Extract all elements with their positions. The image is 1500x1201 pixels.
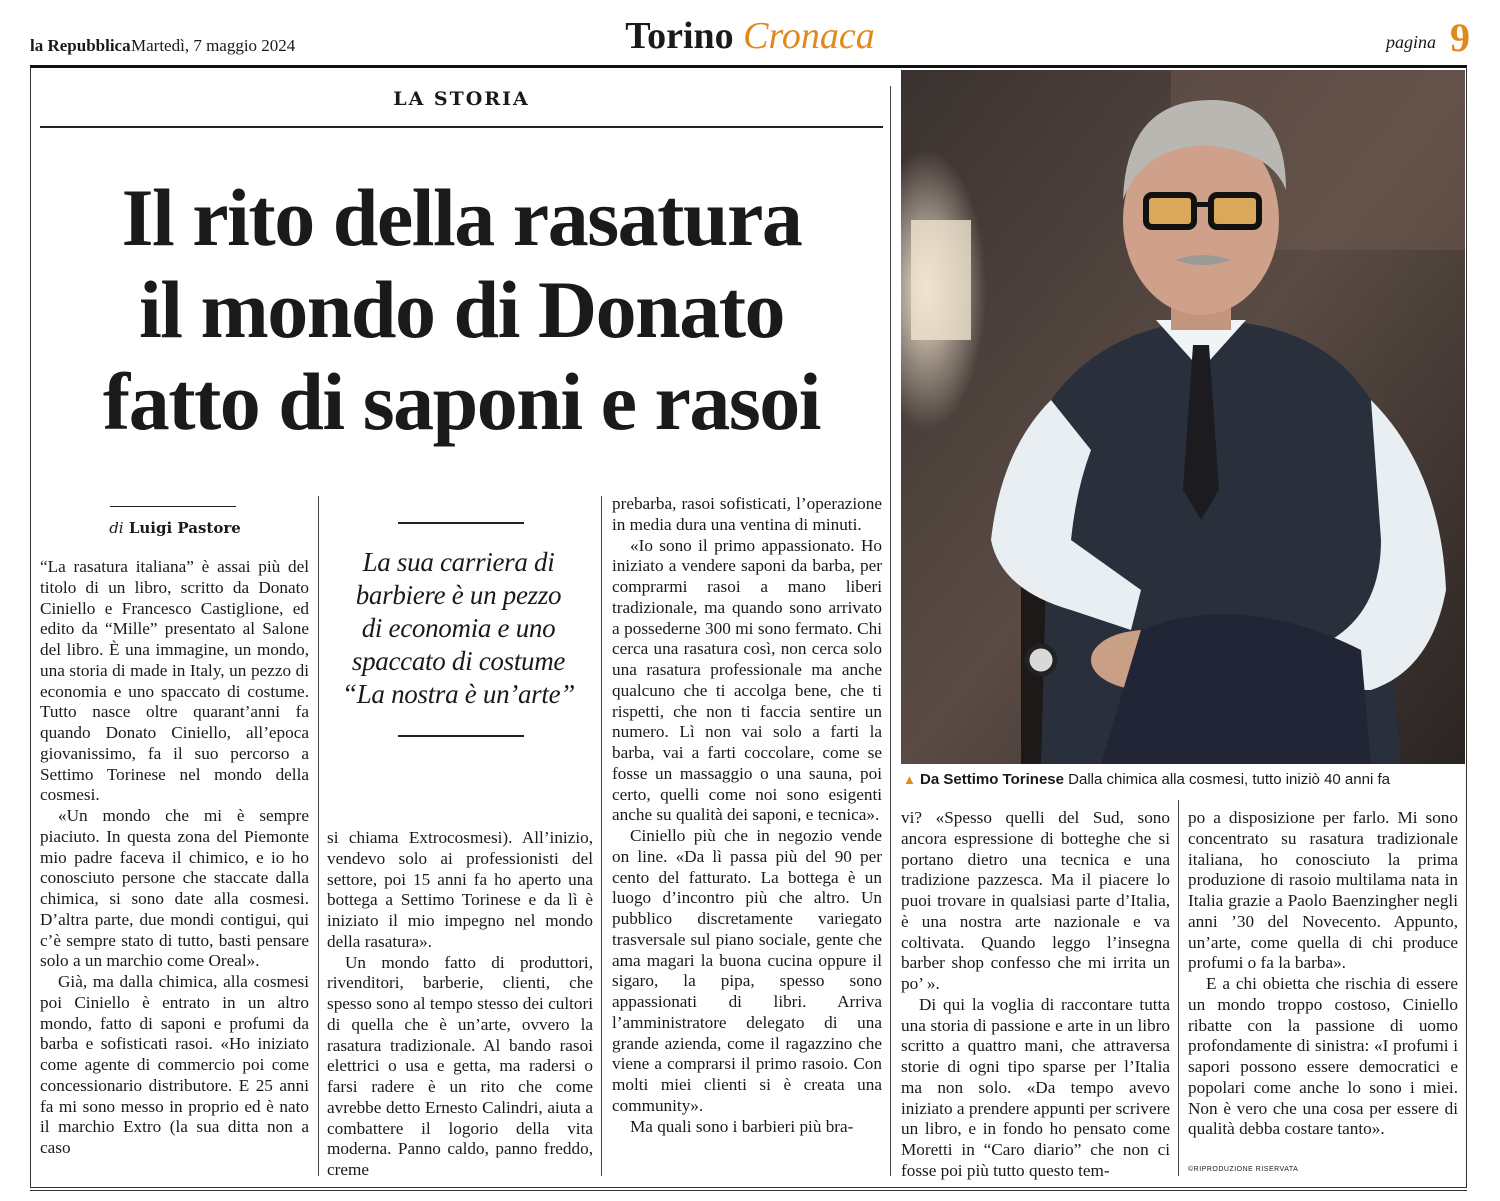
- article-column-3: [612, 494, 882, 1137]
- byline-rule: [110, 506, 236, 507]
- article-kicker: LA STORIA: [393, 88, 530, 110]
- column-divider: [1178, 800, 1179, 1176]
- pullquote-line: barbiere è un pezzo: [355, 580, 562, 610]
- footer-rule: [30, 1190, 1467, 1191]
- column-divider: [318, 496, 319, 1176]
- paragraph: E a chi obietta che rischia di essere un mondo troppo costoso, Ciniello ribatte con la passione di uomo profondamente di sinistra: «I profumi i sapori possono essere democratici e popolari come anche lo sono i miei. Non è vero che una cosa per essere di qualità debba costare tanto».: [1188, 974, 1458, 1139]
- paragraph: «Io sono il primo appassionato. Ho iniziato a vendere saponi da barba, per comprarmi rasoi a mano liberi tradizionale, ma quando sono arrivato a possederne 300 mi sono fermato. Chi cerca una rasatura così, non cerca solo una rasatura professionale ma anche qualcuno che ti accolga bene, che ti rispetti, che non ti faccia sentire un numero. Lì non vai solo a farti la barba, vai a farti coccolare, come se fosse un massaggio o una sauna, poi certo, quelli come noi sono esigenti anche su qualità dei saponi, e tecnica».: [612, 535, 882, 825]
- caption-text: Dalla chimica alla cosmesi, tutto iniziò 40 anni fa: [1068, 771, 1390, 788]
- paragraph: Un mondo fatto di produttori, rivenditori, barberie, clienti, che spesso sono al tempo stesso dei cultori di quella che è un’arte, ovvero la rasatura tradizionale. Al bando rasoi elettrici o usa e getta, ma radersi o farsi radere è un rito che come avrebbe detto Ernesto Calindri, aiuta a combattere il logorio della vita moderna. Panno caldo, panno freddo, creme: [327, 952, 593, 1179]
- portrait-photo: [901, 70, 1465, 764]
- pullquote-line: di economia e uno: [361, 613, 556, 643]
- column-divider: [890, 86, 891, 1176]
- paragraph: si chiama Extrocosmesi). All’inizio, vendevo solo ai professionisti del settore, poi 15 anni fa ho aperto una bottega a Settimo Torinese e da lì è iniziato il mio impegno nel mondo della rasatura».: [327, 828, 593, 951]
- article-column-5: [1188, 808, 1458, 1140]
- headline-line: fatto di saponi e rasoi: [102, 356, 821, 447]
- author-name: Luigi Pastore: [128, 519, 241, 537]
- copyright-notice: ©RIPRODUZIONE RISERVATA: [1188, 1166, 1299, 1173]
- section-name: Cronaca: [743, 15, 875, 57]
- pullquote-rule-top: [398, 522, 524, 524]
- portrait-illustration: [901, 70, 1465, 764]
- masthead-logo: la Repubblica: [30, 36, 131, 55]
- headline-line: Il rito della rasatura: [121, 172, 802, 263]
- article-column-4: [901, 808, 1170, 1182]
- paragraph: Ma quali sono i barbieri più bra-: [630, 1116, 854, 1136]
- kicker-rule: [40, 126, 883, 128]
- page-label: pagina: [1385, 32, 1436, 52]
- paragraph: «Un mondo che mi è sempre piaciuto. In questa zona del Piemonte mio padre faceva il chimico, e io ho conosciuto persone che staccate dalla chimica, si sono date alla cosmesi. D’altra parte, due mondi contigui, qui c’è sempre stato di tutto, basti pensare solo a un marchio come Oreal».: [40, 806, 309, 971]
- paragraph: po a disposizione per farlo. Mi sono concentrato su rasatura tradizionale italiana, ho conosciuto la prima produzione di rasoio multilama nata in Italia grazie a Paolo Baenzingher negli anni ’30 del Novecento. Appunto, un’arte, come quella di chi produce profumi o fa la barba».: [1188, 808, 1458, 973]
- paragraph: “La rasatura italiana” è assai più del titolo di un libro, scritto da Donato Ciniello e Francesco Castiglione, ed edito da “Mille” presentato al Salone del libro. È una immagine, un mondo, una storia di made in Italy, un pezzo di economia e uno spaccato di costume. Tutto nasce oltre quarant’anni fa quando Donato Ciniello, all’epoca giovanissimo, fa il suo percorso a Settimo Torinese nel mondo della cosmesi.: [40, 557, 309, 805]
- byline-prefix: di: [109, 519, 124, 537]
- paragraph: prebarba, rasoi sofisticati, l’operazione in media dura una ventina di minuti.: [612, 494, 882, 534]
- pullquote-line: La sua carriera di: [362, 547, 555, 577]
- paragraph: Già, ma dalla chimica, alla cosmesi poi Ciniello è entrato in un altro mondo, fatto di saponi e profumi da barba e sofisticati rasoi. «Ho iniziato come agente di commercio poi come concessionario distributore. E 25 anni fa mi sono messo in proprio ed è nato il marchio Extro (la sua ditta non a caso: [40, 972, 309, 1157]
- pullquote-line: “La nostra è un’arte”: [342, 679, 575, 709]
- paragraph: vi? «Spesso quelli del Sud, sono ancora espressione di botteghe che si portano dietro una tecnica e una tradizione pazzesca. Ma il piacere lo puoi trovare in qualsiasi parte d’Italia, è una nostra arte nazionale e va coltivata. Quando leggo l’insegna barber shop confesso che mi irrita un po’ ».: [901, 808, 1170, 993]
- page-number: 9: [1450, 15, 1470, 60]
- byline: [40, 519, 310, 537]
- issue-date: Martedì, 7 maggio 2024: [131, 36, 296, 55]
- article-headline: [40, 172, 883, 448]
- headline-line: il mondo di Donato: [138, 264, 785, 355]
- paragraph: Ciniello più che in negozio vende on line. «Da lì passa più del 90 per cento del fatturato. La bottega è un luogo d’incontro più che altro. Un pubblico discretamente variegato trasversale sul piano sociale, gente che ama magari la buona cucina oppure il sigaro, la pipa, spesso sono appassionati di libri. Arriva l’amministratore delegato di una grande azienda, come il ragazzino che viene a comprarsi il primo rasoio. Con molti miei clienti si è creata una community».: [612, 826, 882, 1115]
- pullquote-rule-bottom: [398, 735, 524, 737]
- paragraph: Di qui la voglia di raccontare tutta una storia di passione e arte in un libro scritto a quattro mani, che attraversa storie di ogni tipo sparse per l’Italia ma non solo. «Da tempo avevo iniziato a prendere appunti per scrivere un libro, e in fondo ho pensato come Moretti in “Caro diario” che non ci fosse poi più tutto questo tem-: [901, 994, 1170, 1180]
- article-column-1: [40, 557, 309, 1159]
- caption-triangle-icon: ▲: [903, 772, 916, 787]
- section-title: [0, 14, 1500, 58]
- article-column-2: [327, 828, 593, 1181]
- pull-quote: [330, 546, 587, 711]
- section-city: Torino: [625, 15, 734, 57]
- pullquote-line: spaccato di costume: [351, 646, 566, 676]
- column-divider: [601, 496, 602, 1176]
- photo-caption: [903, 771, 1465, 788]
- caption-bold: Da Settimo Torinese: [920, 771, 1064, 788]
